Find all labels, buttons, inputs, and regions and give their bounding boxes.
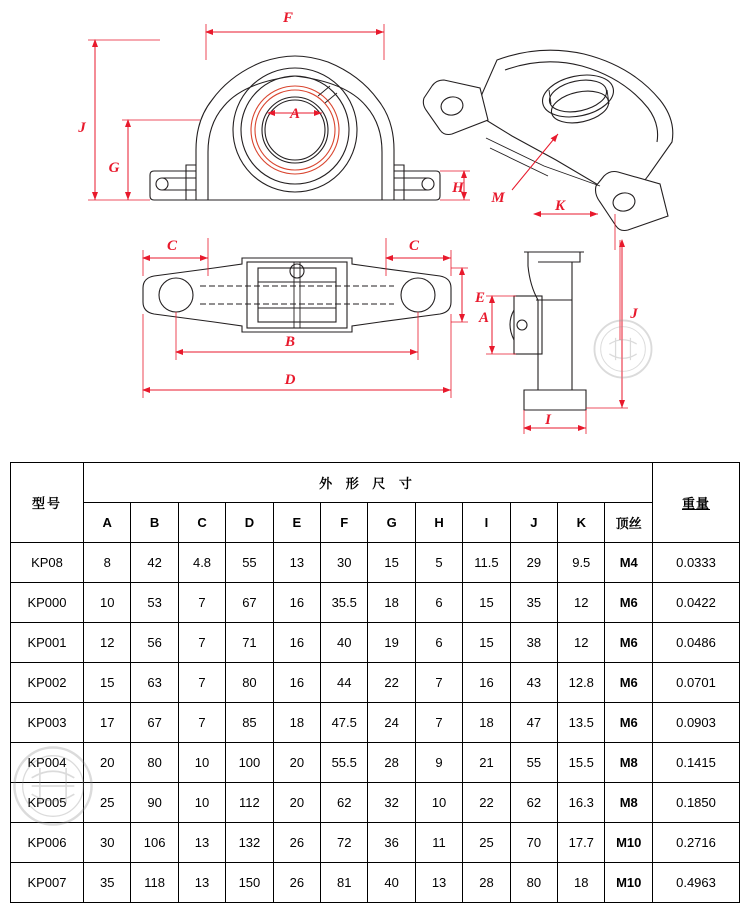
cell-J: 70 — [510, 823, 557, 863]
cell-G: 36 — [368, 823, 415, 863]
cell-A: 8 — [84, 543, 131, 583]
cell-G: 40 — [368, 863, 415, 903]
cell-D: 67 — [226, 583, 273, 623]
cell-B: 118 — [131, 863, 178, 903]
cell-model: KP005 — [11, 783, 84, 823]
cell-C: 7 — [178, 703, 225, 743]
cell-C: 10 — [178, 783, 225, 823]
dim-label-H: H — [452, 180, 464, 196]
cell-D: 85 — [226, 703, 273, 743]
cell-F: 35.5 — [321, 583, 368, 623]
cell-K: 16.3 — [558, 783, 605, 823]
cell-model: KP006 — [11, 823, 84, 863]
cell-model: KP000 — [11, 583, 84, 623]
cell-K: 13.5 — [558, 703, 605, 743]
table-body — [11, 543, 740, 903]
dim-label-D: D — [284, 372, 296, 388]
cell-D: 150 — [226, 863, 273, 903]
cell-E: 16 — [273, 583, 320, 623]
cell-K: 12.8 — [558, 663, 605, 703]
cell-I: 25 — [463, 823, 510, 863]
cell-I: 18 — [463, 703, 510, 743]
cell-H: 7 — [415, 703, 462, 743]
cell-D: 55 — [226, 543, 273, 583]
cell-H: 10 — [415, 783, 462, 823]
cell-K: 9.5 — [558, 543, 605, 583]
cell-J: 35 — [510, 583, 557, 623]
cell-E: 16 — [273, 663, 320, 703]
table-row — [11, 823, 740, 863]
cell-顶丝: M4 — [605, 543, 653, 583]
header-dim-顶丝: 顶丝 — [605, 503, 653, 543]
cell-G: 19 — [368, 623, 415, 663]
cell-weight: 0.1415 — [653, 743, 740, 783]
header-dim-K: K — [558, 503, 605, 543]
cell-F: 62 — [321, 783, 368, 823]
cell-B: 56 — [131, 623, 178, 663]
dim-label-G: G — [108, 160, 120, 176]
cell-weight: 0.0903 — [653, 703, 740, 743]
cell-I: 11.5 — [463, 543, 510, 583]
header-dim-E: E — [273, 503, 320, 543]
cell-K: 12 — [558, 623, 605, 663]
dim-label-A-side: A — [478, 310, 490, 326]
specification-table — [10, 462, 740, 903]
table-row — [11, 863, 740, 903]
cell-H: 5 — [415, 543, 462, 583]
header-dim-C: C — [178, 503, 225, 543]
cell-顶丝: M6 — [605, 623, 653, 663]
cell-E: 26 — [273, 863, 320, 903]
dim-label-B: B — [284, 334, 296, 350]
dim-label-F: F — [282, 10, 294, 26]
cell-I: 15 — [463, 583, 510, 623]
dim-label-C-right: C — [408, 238, 420, 254]
cell-I: 16 — [463, 663, 510, 703]
cell-顶丝: M8 — [605, 783, 653, 823]
dim-label-M: M — [491, 190, 505, 206]
cell-J: 47 — [510, 703, 557, 743]
header-dim-J: J — [510, 503, 557, 543]
cell-E: 13 — [273, 543, 320, 583]
header-dim-I: I — [463, 503, 510, 543]
cell-G: 24 — [368, 703, 415, 743]
cell-G: 15 — [368, 543, 415, 583]
cell-D: 71 — [226, 623, 273, 663]
cell-顶丝: M6 — [605, 583, 653, 623]
cell-weight: 0.1850 — [653, 783, 740, 823]
cell-G: 28 — [368, 743, 415, 783]
header-dim-G: G — [368, 503, 415, 543]
cell-G: 32 — [368, 783, 415, 823]
cell-model: KP001 — [11, 623, 84, 663]
cell-A: 15 — [84, 663, 131, 703]
cell-I: 28 — [463, 863, 510, 903]
dim-label-A: A — [289, 106, 301, 122]
cell-J: 29 — [510, 543, 557, 583]
cell-E: 20 — [273, 743, 320, 783]
cell-F: 72 — [321, 823, 368, 863]
cell-I: 22 — [463, 783, 510, 823]
cell-J: 62 — [510, 783, 557, 823]
cell-I: 21 — [463, 743, 510, 783]
table-row — [11, 583, 740, 623]
cell-E: 26 — [273, 823, 320, 863]
cell-B: 63 — [131, 663, 178, 703]
dim-label-C-left: C — [166, 238, 178, 254]
cell-顶丝: M6 — [605, 703, 653, 743]
cell-E: 20 — [273, 783, 320, 823]
cell-D: 112 — [226, 783, 273, 823]
cell-K: 15.5 — [558, 743, 605, 783]
header-model: 型号 — [11, 463, 84, 543]
dim-label-E: E — [474, 290, 486, 306]
table-header-row-dimensions — [11, 503, 740, 543]
cell-H: 6 — [415, 623, 462, 663]
cell-A: 35 — [84, 863, 131, 903]
cell-I: 15 — [463, 623, 510, 663]
cell-B: 80 — [131, 743, 178, 783]
cell-顶丝: M10 — [605, 823, 653, 863]
cell-B: 90 — [131, 783, 178, 823]
cell-B: 106 — [131, 823, 178, 863]
cell-weight: 0.2716 — [653, 823, 740, 863]
cell-F: 30 — [321, 543, 368, 583]
cell-A: 20 — [84, 743, 131, 783]
cell-weight: 0.0486 — [653, 623, 740, 663]
dim-label-J-side: J — [630, 306, 638, 322]
dim-label-K: K — [554, 198, 566, 214]
header-dim-A: A — [84, 503, 131, 543]
cell-F: 40 — [321, 623, 368, 663]
cell-A: 10 — [84, 583, 131, 623]
cell-model: KP002 — [11, 663, 84, 703]
cell-K: 17.7 — [558, 823, 605, 863]
cell-C: 4.8 — [178, 543, 225, 583]
table-row — [11, 623, 740, 663]
cell-J: 55 — [510, 743, 557, 783]
cell-model: KP003 — [11, 703, 84, 743]
cell-A: 17 — [84, 703, 131, 743]
table-header-row-group — [11, 463, 740, 503]
cell-F: 44 — [321, 663, 368, 703]
cell-J: 80 — [510, 863, 557, 903]
header-dim-H: H — [415, 503, 462, 543]
cell-C: 7 — [178, 663, 225, 703]
cell-J: 43 — [510, 663, 557, 703]
cell-model: KP004 — [11, 743, 84, 783]
header-dim-F: F — [321, 503, 368, 543]
cell-weight: 0.0422 — [653, 583, 740, 623]
cell-E: 16 — [273, 623, 320, 663]
cell-B: 67 — [131, 703, 178, 743]
cell-K: 18 — [558, 863, 605, 903]
cell-weight: 0.0701 — [653, 663, 740, 703]
cell-model: KP007 — [11, 863, 84, 903]
cell-H: 7 — [415, 663, 462, 703]
cell-K: 12 — [558, 583, 605, 623]
cell-A: 12 — [84, 623, 131, 663]
dim-label-J: J — [78, 120, 86, 136]
cell-顶丝: M6 — [605, 663, 653, 703]
cell-A: 30 — [84, 823, 131, 863]
cell-C: 13 — [178, 863, 225, 903]
cell-A: 25 — [84, 783, 131, 823]
cell-G: 18 — [368, 583, 415, 623]
table-row — [11, 783, 740, 823]
technical-drawing — [0, 0, 750, 455]
cell-C: 10 — [178, 743, 225, 783]
cell-顶丝: M8 — [605, 743, 653, 783]
cell-C: 7 — [178, 583, 225, 623]
cell-J: 38 — [510, 623, 557, 663]
table-row — [11, 663, 740, 703]
header-dim-D: D — [226, 503, 273, 543]
table-row — [11, 703, 740, 743]
table-row — [11, 543, 740, 583]
cell-weight: 0.0333 — [653, 543, 740, 583]
cell-F: 81 — [321, 863, 368, 903]
cell-weight: 0.4963 — [653, 863, 740, 903]
cell-D: 80 — [226, 663, 273, 703]
cell-C: 13 — [178, 823, 225, 863]
cell-D: 132 — [226, 823, 273, 863]
cell-F: 55.5 — [321, 743, 368, 783]
cell-H: 13 — [415, 863, 462, 903]
cell-F: 47.5 — [321, 703, 368, 743]
cell-G: 22 — [368, 663, 415, 703]
cell-H: 11 — [415, 823, 462, 863]
header-weight: 重量 — [653, 463, 740, 543]
cell-B: 42 — [131, 543, 178, 583]
table-row — [11, 743, 740, 783]
dim-label-I: I — [545, 412, 551, 428]
cell-C: 7 — [178, 623, 225, 663]
cell-B: 53 — [131, 583, 178, 623]
specification-table-container — [10, 462, 740, 903]
header-dimensions-group: 外 形 尺 寸 — [84, 463, 653, 503]
cell-E: 18 — [273, 703, 320, 743]
cell-H: 6 — [415, 583, 462, 623]
cell-model: KP08 — [11, 543, 84, 583]
cell-顶丝: M10 — [605, 863, 653, 903]
cell-D: 100 — [226, 743, 273, 783]
cell-H: 9 — [415, 743, 462, 783]
header-dim-B: B — [131, 503, 178, 543]
